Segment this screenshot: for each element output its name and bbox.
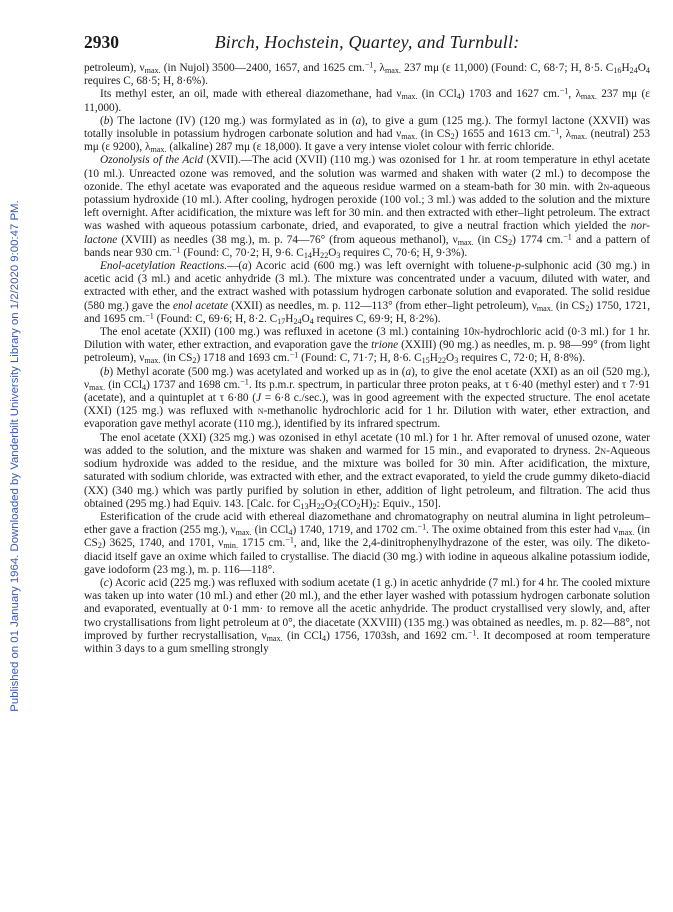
page-number: 2930 xyxy=(84,32,119,52)
page-header xyxy=(84,32,650,62)
paragraph: Esterification of the crude acid with ethereal diazomethane and chromatography on neutral alumina in light petroleum–ether gave a fraction (255 mg.), $\nu_{max.}$ (in CCl$_4$) 1740, 1719, and 1702 cm.$^{-1}$. The oxime obtained from this ester had $\nu_{max.}$ (in $CS_2$) 3625, 1740, and 1701, $\nu_{min.}$ 1715 cm.$^{-1}$, and, like the 2,4-dinitrophenylhydrazone of the ester, was oily. The diketo-diacid itself gave an oxime which failed to crystallise. The diacid (30 mg.) with iodine in aqueous alkaline potassium iodide, gave iodoform (23 mg.), m. p. 116—118°. xyxy=(84,510,650,576)
paragraph: (c) Acoric acid (225 mg.) was refluxed with sodium acetate (1 g.) in acetic anhydride (7 ml.) for 4 hr. The cooled mixture was taken up into water (10 ml.) and ether (20 ml.), and the ether layer washed with potassium hydrogen carbonate solution and evaporated, eventually at 0·1 mm· to remove all the acetic anhydride. The product crystallised very slowly, and, after two crystallisations from light petroleum at 0°, the diacetate (XXVIII) (135 mg.) was obtained as needles, m. p. 82—88°, not improved by further recrystallisation, $\nu_{max.}$ (in CCl$_4$) 1756, 1703sh, and 1692 cm.$^{-1}$. It decomposed at room temperature within 3 days to a gum smelling strongly xyxy=(84,576,651,655)
paragraph: (b) Methyl acorate (500 mg.) was acetylated and worked up as in (a), to give the enol acetate (XXI) as an oil (520 mg.), $\nu_{max.}$ (in CCl$_4$) 1737 and 1698 cm.$^{-1}$. Its p.m.r. spectrum, in particular three proton peaks, at τ 6·40 (methyl ester) and τ 7·91 (acetate), and a quintuplet at τ 6·80 (J = 6·8 c./sec.), was in good agreement with the expected structure. The enol acetate (XXI) (125 mg.) was refluxed with n-methanolic hydrochloric acid for 1 hr. Dilution with water, ether extraction, and evaporation gave methyl acorate (110 mg.), identified by its infrared spectrum. xyxy=(84,365,650,431)
paragraph: (b) The lactone (IV) (120 mg.) was formylated as in (a), to give a gum (125 mg.). The formyl lactone (XXVII) was totally insoluble in potassium hydrogen carbonate solution and had $\nu_{max.}$ (in $CS_2$) 1655 and 1613 cm.$^{-1}$, $\lambda_{max.}$ (neutral) 253 mμ (ε 9200), $\lambda_{max.}$ (alkaline) 287 mμ (ε 18,000). It gave a very intense violet colour with ferric chloride. xyxy=(84,114,650,155)
article-body xyxy=(84,62,650,656)
article-page xyxy=(84,32,650,656)
download-sidebar xyxy=(0,0,30,912)
paragraph: The enol acetate (XXII) (100 mg.) was refluxed in acetone (3 ml.) containing 10n-hydrochloric acid (0·3 ml.) for 1 hr. Dilution with water, ether extraction, and evaporation gave the trione (XXIII) (90 mg.) as needles, m. p. 98—99° (from light petroleum), $\nu_{max.}$ (in $CS_2$) 1718 and 1693 cm.$^{-1}$ (Found: C, 71·7; H, 8·6. $C_{15}H_{22}O_3$ requires C, 72·0; H, 8·8%). xyxy=(84,326,651,366)
paragraph: Enol-acetylation Reactions.—(a) Acoric acid (600 mg.) was left overnight with toluene-p-sulphonic acid (30 mg.) in acetic acid (3 ml.) and acetic anhydride (3 ml.). The mixture was concentrated under a vacuum, diluted with water, and extracted with ether, and the extract washed with potassium hydrogen carbonate solution and evaporated. The solid residue (580 mg.) gave the enol acetate (XXII) as needles, m. p. 112—113° (from ether–light petroleum), $\nu_{max.}$ (in $CS_2$) 1750, 1721, and 1695 cm.$^{-1}$ (Found: C, 69·6; H, 8·2. $C_{17}H_{24}O_4$ requires C, 69·9; H, 8·2%). xyxy=(84,260,651,326)
paragraph: Its methyl ester, an oil, made with ethereal diazomethane, had $\nu_{max.}$ (in CCl$_4$) 1703 and 1627 cm.$^{-1}$, $\lambda_{max.}$ 237 mμ (ε 11,000). xyxy=(84,86,650,114)
paragraph: Ozonolysis of the Acid (XVII).—The acid (XVII) (110 mg.) was ozonised for 1 hr. at room temperature in ethyl acetate (10 ml.). Unreacted ozone was removed, and the solution was warmed and shaken with water (2 ml.) to decompose the ozonide. The ethyl acetate was evaporated and the aqueous residue warmed on a steam-bath for 30 min. with 2n-aqueous potassium hydroxide (10 ml.). After cooling, hydrogen peroxide (100 vol.; 3 ml.) was added to the solution and the mixture left overnight. After acidification, the mixture was left for 30 min. and then extracted with ether–light petroleum. The extract was washed with aqueous potassium carbonate, dried, and evaporated, to give a neutral fraction which yielded the nor-lactone (XVIII) as needles (38 mg.), m. p. 74—76° (from aqueous methanol), $\nu_{max.}$ (in $CS_2$) 1774 cm.$^{-1}$ and a pattern of bands near 930 cm.$^{-1}$ (Found: C, 70·2; H, 9·6. $C_{14}H_{22}O_3$ requires C, 70·6; H, 9·3%). xyxy=(84,154,650,260)
running-head: Birch, Hochstein, Quartey, and Turnbull: xyxy=(214,32,520,52)
paragraph: The enol acetate (XXI) (325 mg.) was ozonised in ethyl acetate (10 ml.) for 1 hr. After removal of unused ozone, water was added to the solution, and the mixture was shaken and warmed for 15 min., and evaporated to dryness. 2n-Aqueous sodium hydroxide was added to the residue, and the mixture was boiled for 30 min. After acidification, the mixture, saturated with sodium chloride, was extracted with ether, and the extract evaporated, to yield the crude gummy diketo-diacid (XX) (340 mg.) which was partly purified by solution in ether, addition of light petroleum, and filtration. The acid thus obtained (295 mg.) had Equiv. 143. [Calc. for $C_{13}H_{22}O_2(CO_2H)_2$: Equiv., 150]. xyxy=(84,431,650,511)
paragraph: petroleum), $\nu_{max.}$ (in Nujol) 3500—2400, 1657, and 1625 cm.$^{-1}$, $\lambda_{max.}$ 237 mμ (ε 11,000) (Found: C, 68·7; H, 8·5. $C_{16}H_{24}O_4$ requires C, 68·5; H, 8·6%). xyxy=(84,60,650,88)
download-notice: Published on 01 January 1964. Downloaded by Vanderbilt University Library on 1/2/2020 9:00:47 PM. xyxy=(9,200,21,712)
